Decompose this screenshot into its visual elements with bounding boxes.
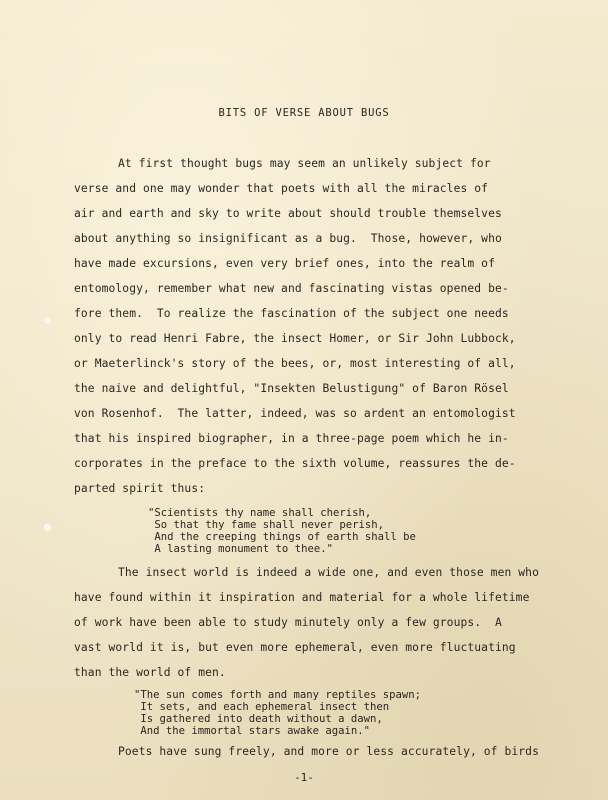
paragraph-line: entomology, remember what new and fascinating vistas opened be-: [74, 282, 509, 295]
punch-hole: [43, 316, 52, 325]
paragraph-line: than the world of men.: [74, 666, 226, 679]
verse-line: It sets, and each ephemeral insect then: [134, 701, 390, 713]
verse-line: So that thy fame shall never perish,: [148, 519, 384, 531]
verse-line: A lasting monument to thee.": [148, 543, 333, 555]
paragraph-line: have made excursions, even very brief ones, into the realm of: [74, 257, 495, 270]
paragraph-line: corporates in the preface to the sixth volume, reassures the de-: [74, 457, 516, 470]
paragraph-line: or Maeterlinck's story of the bees, or, most interesting of all,: [74, 357, 516, 370]
paragraph-line: have found within it inspiration and material for a whole lifetime: [74, 591, 530, 604]
paragraph-line: The insect world is indeed a wide one, and even those men who: [118, 566, 539, 579]
paragraph-line: Poets have sung freely, and more or less accurately, of birds: [118, 745, 539, 758]
verse-line: And the creeping things of earth shall be: [148, 531, 416, 543]
paragraph-line: At first thought bugs may seem an unlikely subject for: [118, 157, 491, 170]
paragraph-line: only to read Henri Fabre, the insect Homer, or Sir John Lubbock,: [74, 332, 516, 345]
document-title: BITS OF VERSE ABOUT BUGS: [218, 107, 390, 119]
verse-line: And the immortal stars awake again.": [134, 725, 370, 737]
paragraph-line: the naive and delightful, "Insekten Belustigung" of Baron Rösel: [74, 382, 509, 395]
paragraph-line: that his inspired biographer, in a three-page poem which he in-: [74, 432, 509, 445]
paragraph-line: vast world it is, but even more ephemeral, even more fluctuating: [74, 641, 516, 654]
paragraph-line: air and earth and sky to write about should trouble themselves: [74, 207, 502, 220]
verse-line: "The sun comes forth and many reptiles spawn;: [134, 689, 422, 701]
verse-line: "Scientists thy name shall cherish,: [148, 507, 372, 519]
paragraph-line: parted spirit thus:: [74, 482, 206, 495]
paragraph-line: about anything so insignificant as a bug. Those, however, who: [74, 232, 502, 245]
paragraph-line: fore them. To realize the fascination of the subject one needs: [74, 307, 509, 320]
paragraph-line: von Rosenhof. The latter, indeed, was so ardent an entomologist: [74, 407, 516, 420]
page-number: -1-: [294, 771, 314, 784]
verse-line: Is gathered into death without a dawn,: [134, 713, 383, 725]
punch-hole: [43, 523, 52, 532]
paragraph-line: verse and one may wonder that poets with all the miracles of: [74, 182, 489, 195]
paragraph-line: of work have been able to study minutely only a few groups. A: [74, 616, 502, 629]
